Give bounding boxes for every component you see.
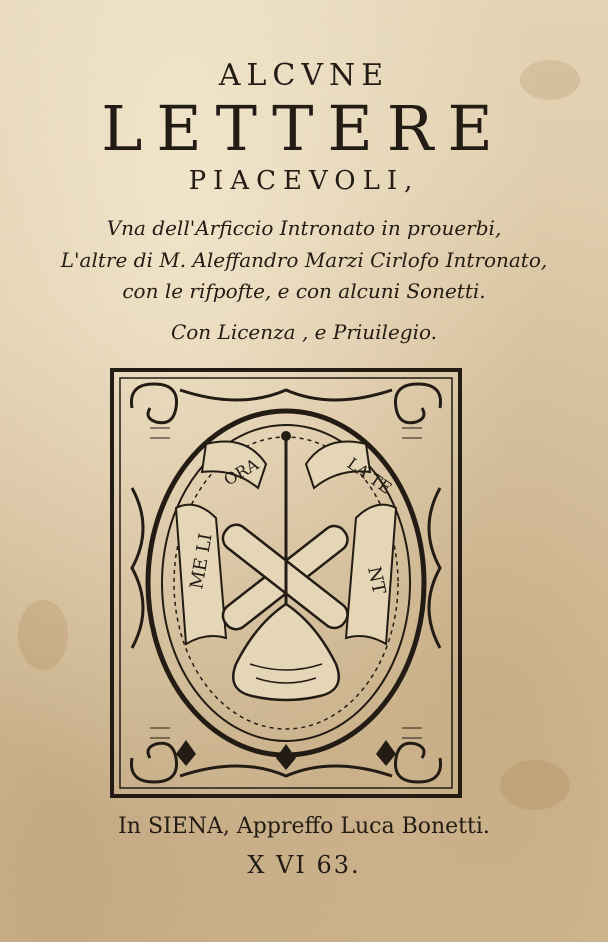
paper-stain	[18, 600, 68, 670]
woodcut-device	[110, 368, 462, 798]
heading-alcune: ALCVNE	[218, 58, 390, 93]
license-line: Con Licenza , e Priuilegio.	[170, 320, 438, 344]
heading-lettere: LETTERE	[101, 92, 507, 165]
motto-left-text: ME LI	[186, 531, 217, 591]
bottom-ornaments	[176, 740, 396, 770]
date-line: X VI 63.	[247, 851, 361, 879]
subtitle-line-3: con le rifpofte, e con alcuni Sonetti.	[122, 279, 486, 303]
motto-left-text-2: ORA	[220, 454, 262, 490]
motto-right-text: LA TE	[343, 453, 396, 498]
motto-right-text-2: NT	[363, 564, 390, 597]
heading-piacevoli: PIACEVOLI,	[188, 166, 420, 196]
paper-stain	[500, 760, 570, 810]
subtitle-line-1: Vna dell'Arficcio Intronato in prouerbi,	[106, 216, 502, 240]
subtitle-line-2: L'altre di M. Aleffandro Marzi Cirlofo Intronato,	[60, 248, 548, 272]
imprint-line: In SIENA, Appreffo Luca Bonetti.	[118, 814, 490, 839]
